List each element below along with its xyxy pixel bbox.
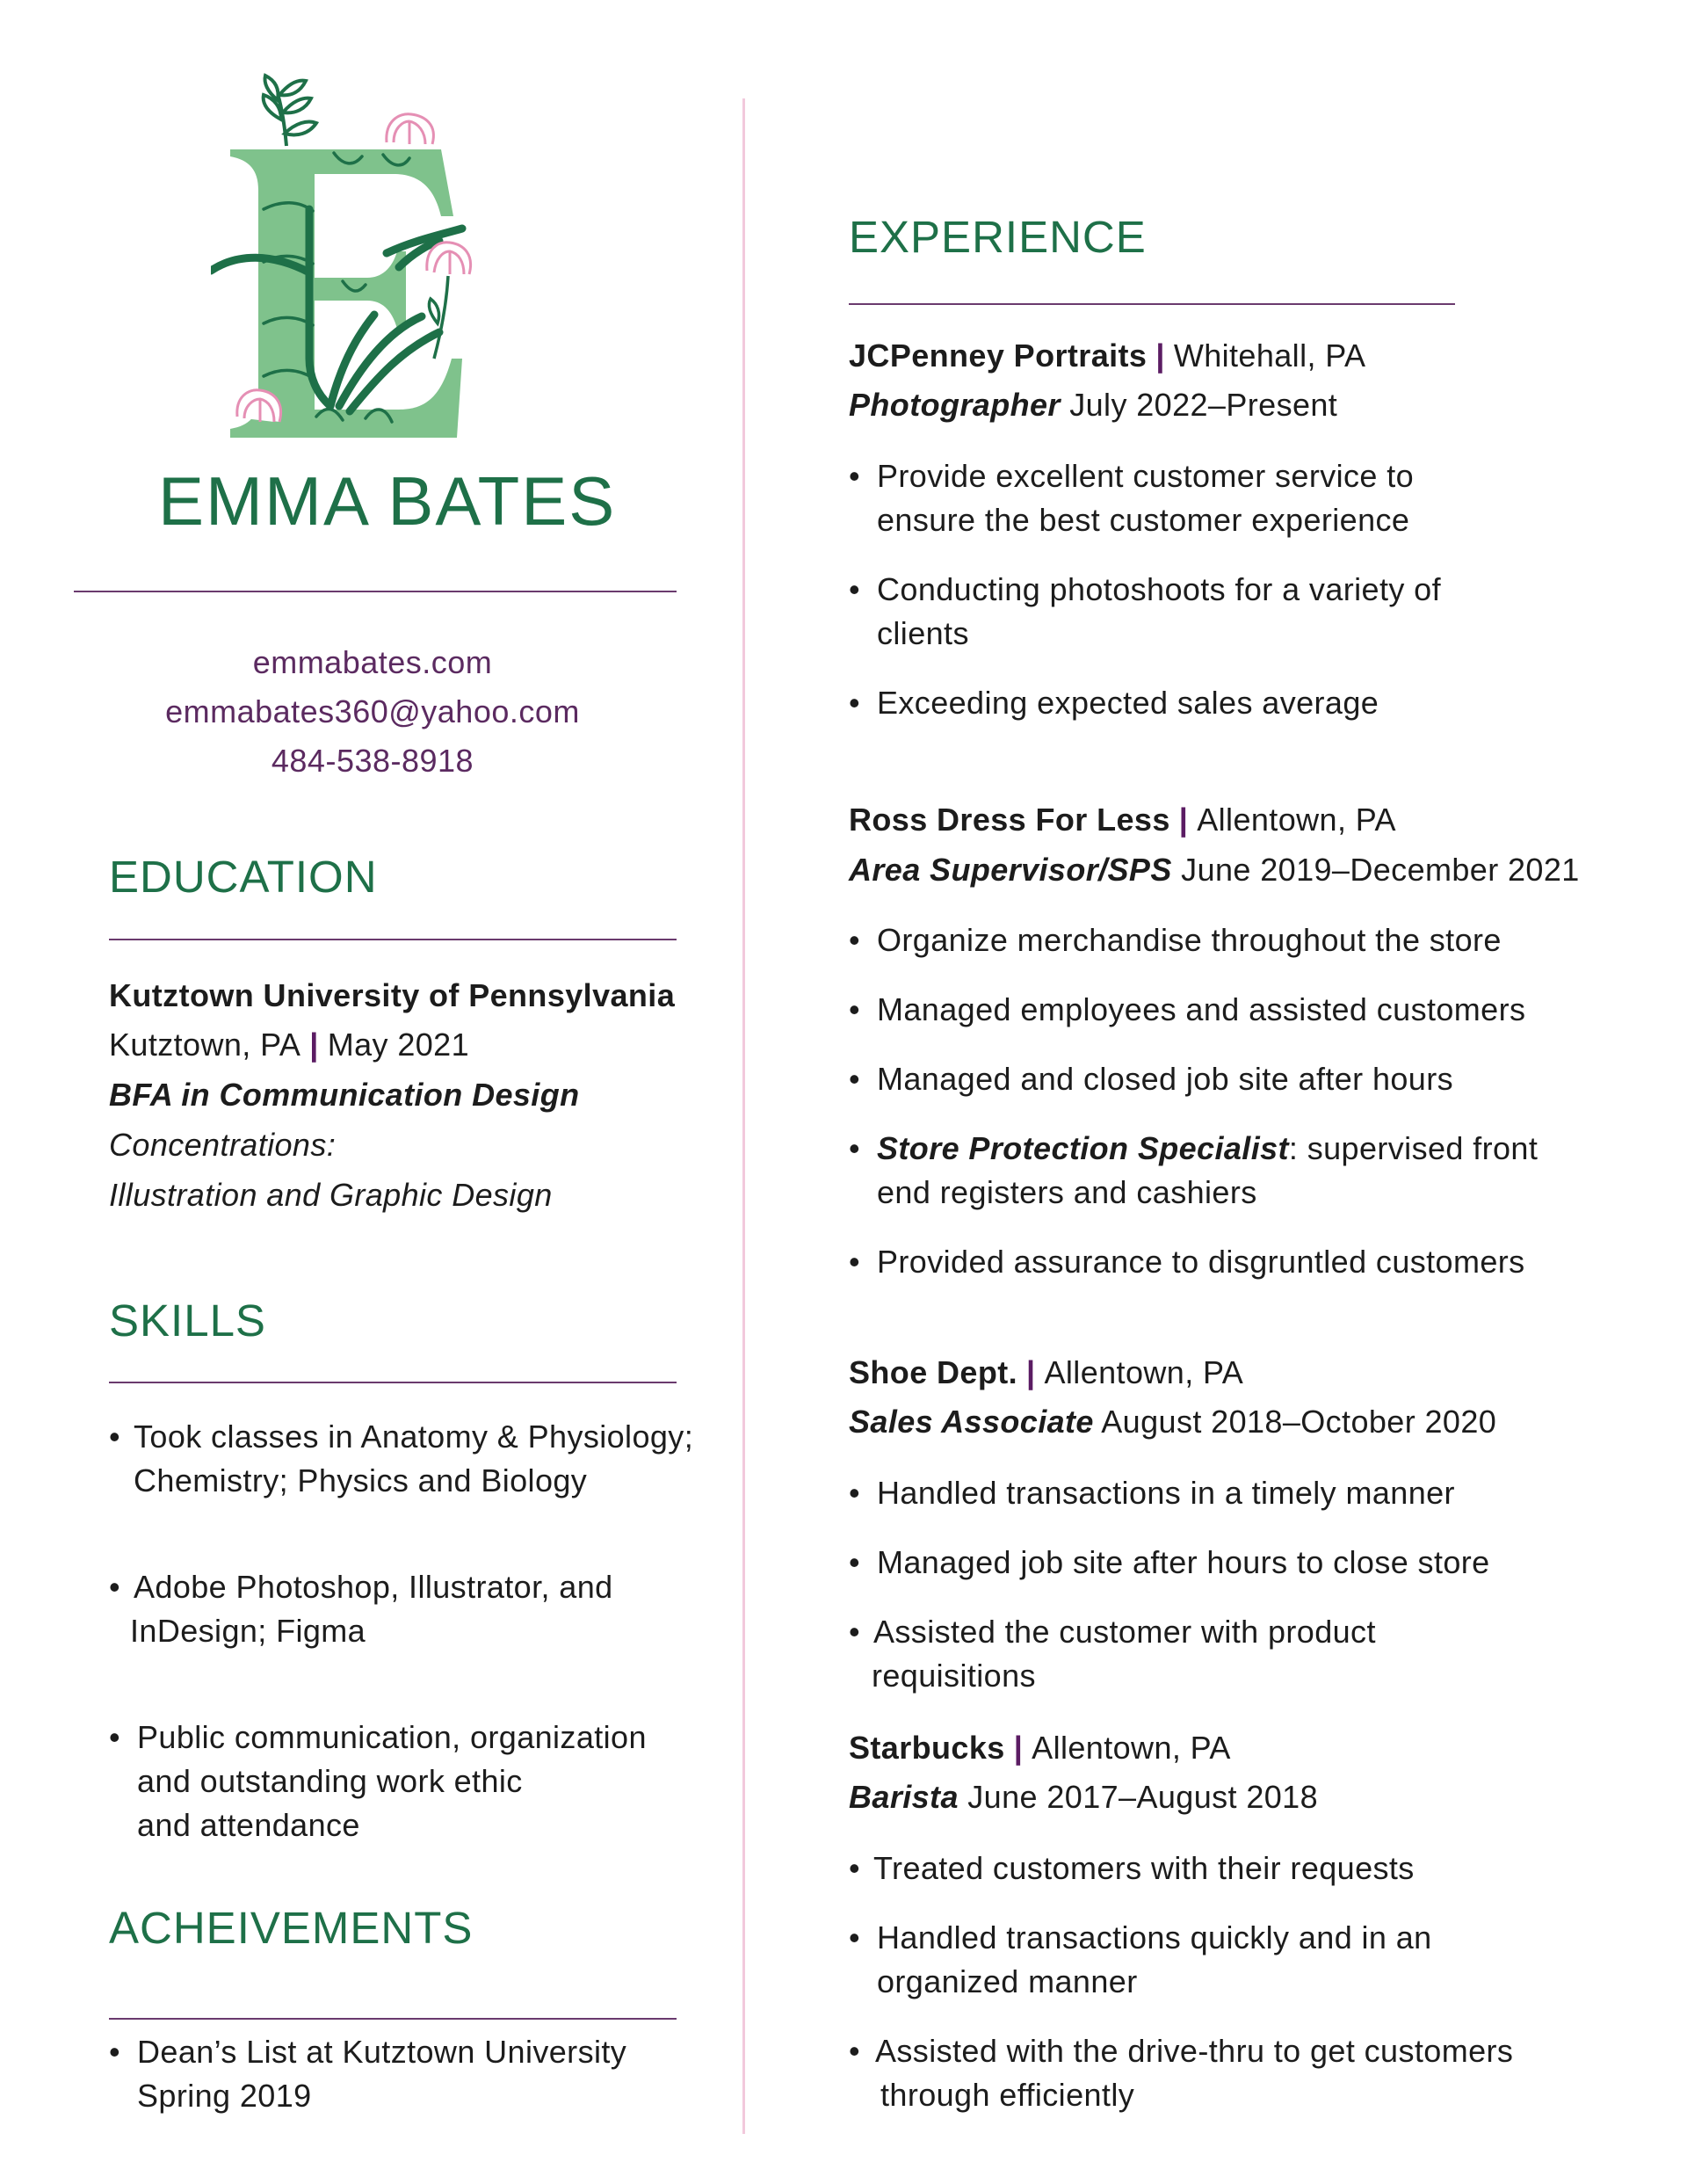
contact-phone: 484-538-8918: [271, 743, 474, 779]
bullet-dot: •: [849, 1475, 861, 1511]
job-bullet: [849, 1240, 1525, 1284]
job-bullet-line: Conducting photoshoots for a variety of: [877, 571, 1441, 607]
job-bullet-line: through efficiently: [880, 2077, 1135, 2113]
skill-line: Public communication, organization: [137, 1719, 647, 1755]
separator: |: [1026, 1354, 1036, 1390]
job-bullet-line: Provided assurance to disgruntled customers: [877, 1244, 1525, 1280]
skill-line: Adobe Photoshop, Illustrator, and: [134, 1569, 613, 1605]
bullet-dot: •: [849, 685, 861, 721]
flower-icon: [427, 243, 471, 274]
job-bullet: [849, 2029, 1513, 2117]
bullet-dot: •: [849, 458, 861, 494]
job-company: Starbucks: [849, 1730, 1005, 1766]
job-location: Whitehall, PA: [1173, 337, 1366, 374]
job-header: [849, 1730, 1231, 1767]
bullet-dot: •: [849, 1919, 861, 1955]
job-company: JCPenney Portraits: [849, 337, 1148, 374]
job-location: Allentown, PA: [1044, 1354, 1244, 1390]
job-bullet-line: clients: [877, 615, 969, 651]
education-concentrations-label: Concentrations:: [109, 1127, 337, 1163]
education-concentrations: Illustration and Graphic Design: [109, 1177, 553, 1213]
job-header: [849, 1354, 1243, 1391]
job-bullet-line: Handled transactions in a timely manner: [877, 1475, 1455, 1511]
education-location: Kutztown, PA: [109, 1027, 301, 1063]
bullet-dot: •: [849, 1850, 861, 1886]
job-company: Shoe Dept.: [849, 1354, 1018, 1390]
job-bullet-line: Treated customers with their requests: [873, 1850, 1415, 1886]
job-title-dates: [849, 852, 1580, 889]
skill-line: InDesign; Figma: [130, 1613, 366, 1649]
job-bullet: [849, 568, 1441, 656]
job-bullet-line: organized manner: [877, 1963, 1138, 1999]
achievement-line: Spring 2019: [137, 2078, 312, 2114]
job-bullet-line: Assisted with the drive-thru to get customers: [875, 2033, 1514, 2069]
job-title-dates: [849, 1404, 1496, 1440]
bullet-dot: •: [849, 1614, 861, 1650]
job-bullet: [849, 1057, 1453, 1101]
job-dates: July 2022–Present: [1069, 387, 1338, 423]
job-title-dates: [849, 387, 1337, 424]
job-bullet-lead: Store Protection Specialist: [877, 1130, 1289, 1166]
job-title: Photographer: [849, 387, 1061, 423]
job-bullet-line: Provide excellent customer service to: [877, 458, 1415, 494]
job-location: Allentown, PA: [1032, 1730, 1231, 1766]
bullet-dot: •: [849, 991, 861, 1027]
job-bullet: [849, 988, 1525, 1032]
job-bullet: [849, 1916, 1432, 2004]
job-bullet: [849, 1610, 1376, 1698]
job-bullet-line: Managed job site after hours to close store: [877, 1544, 1490, 1580]
bullet-dot: •: [849, 1244, 861, 1280]
bullet-dot: •: [849, 1544, 861, 1580]
job-bullet: [849, 681, 1379, 725]
skill-line: Took classes in Anatomy & Physiology;: [134, 1419, 694, 1455]
skills-heading: SKILLS: [109, 1295, 266, 1346]
skill-line: and attendance: [137, 1807, 360, 1843]
bullet-dot: •: [849, 571, 861, 607]
job-bullet: [849, 1847, 1415, 1890]
experience-divider: [849, 303, 1455, 305]
bullet-dot: •: [849, 1130, 861, 1166]
job-bullet-line: : supervised front: [1288, 1130, 1539, 1166]
job-bullet: [849, 1127, 1538, 1215]
experience-heading: EXPERIENCE: [849, 212, 1147, 262]
job-dates: June 2019–December 2021: [1181, 852, 1580, 888]
job-title-dates: [849, 1779, 1318, 1816]
monogram-e-illustration: [211, 69, 501, 446]
education-degree: BFA in Communication Design: [109, 1077, 580, 1113]
contact-website[interactable]: emmabates.com: [252, 644, 493, 680]
job-bullet-line: Handled transactions quickly and in an: [877, 1919, 1432, 1955]
education-school: Kutztown University of Pennsylvania: [109, 977, 676, 1013]
education-date: May 2021: [327, 1027, 470, 1063]
job-bullet-line: end registers and cashiers: [877, 1174, 1257, 1210]
job-bullet-line: Managed employees and assisted customers: [877, 991, 1526, 1027]
bullet-dot: •: [109, 1569, 121, 1605]
separator: |: [1155, 337, 1165, 374]
achievement-item: [109, 2030, 626, 2118]
bullet-dot: •: [849, 2033, 861, 2069]
job-header: [849, 337, 1365, 374]
skills-divider: [109, 1382, 677, 1383]
job-title: Sales Associate: [849, 1404, 1094, 1440]
job-location: Allentown, PA: [1197, 802, 1396, 838]
bullet-dot: •: [849, 922, 861, 958]
job-bullet: [849, 1471, 1455, 1515]
education-location-date: [109, 1027, 469, 1063]
job-dates: August 2018–October 2020: [1101, 1404, 1497, 1440]
name-divider: [74, 591, 677, 592]
achievements-divider: [109, 2018, 677, 2020]
job-bullet-line: requisitions: [872, 1658, 1036, 1694]
job-bullet: [849, 918, 1502, 962]
skill-line: and outstanding work ethic: [137, 1763, 523, 1799]
bullet-dot: •: [849, 1061, 861, 1097]
education-heading: EDUCATION: [109, 852, 378, 902]
skill-item: [109, 1565, 613, 1653]
job-dates: June 2017–August 2018: [967, 1779, 1319, 1815]
job-company: Ross Dress For Less: [849, 802, 1170, 838]
skill-line: Chemistry; Physics and Biology: [134, 1462, 588, 1498]
job-bullet-line: ensure the best customer experience: [877, 502, 1410, 538]
achievement-line: Dean’s List at Kutztown University: [137, 2034, 627, 2070]
sprig-icon: [264, 76, 316, 146]
flower-icon: [237, 390, 281, 422]
job-bullet: [849, 454, 1414, 542]
resume-name: EMMA BATES: [158, 462, 617, 540]
job-bullet-line: Assisted the customer with product: [873, 1614, 1376, 1650]
achievements-heading: ACHEIVEMENTS: [109, 1903, 474, 1953]
education-divider: [109, 939, 677, 940]
bullet-dot: •: [109, 1419, 121, 1455]
job-header: [849, 802, 1396, 838]
job-bullet-line: Organize merchandise throughout the store: [877, 922, 1502, 958]
flower-icon: [387, 114, 434, 144]
job-title: Area Supervisor/SPS: [849, 852, 1172, 888]
skill-item: [109, 1415, 693, 1503]
column-divider: [742, 98, 745, 2134]
separator: |: [1013, 1730, 1024, 1766]
job-bullet-line: Managed and closed job site after hours: [877, 1061, 1454, 1097]
job-title: Barista: [849, 1779, 959, 1815]
skill-item: [109, 1716, 647, 1847]
bullet-dot: •: [109, 1719, 121, 1755]
separator: |: [309, 1027, 319, 1063]
separator: |: [1178, 802, 1189, 838]
bullet-dot: •: [109, 2034, 121, 2070]
job-bullet: [849, 1541, 1490, 1585]
contact-email[interactable]: emmabates360@yahoo.com: [165, 693, 580, 729]
job-bullet-line: Exceeding expected sales average: [877, 685, 1379, 721]
